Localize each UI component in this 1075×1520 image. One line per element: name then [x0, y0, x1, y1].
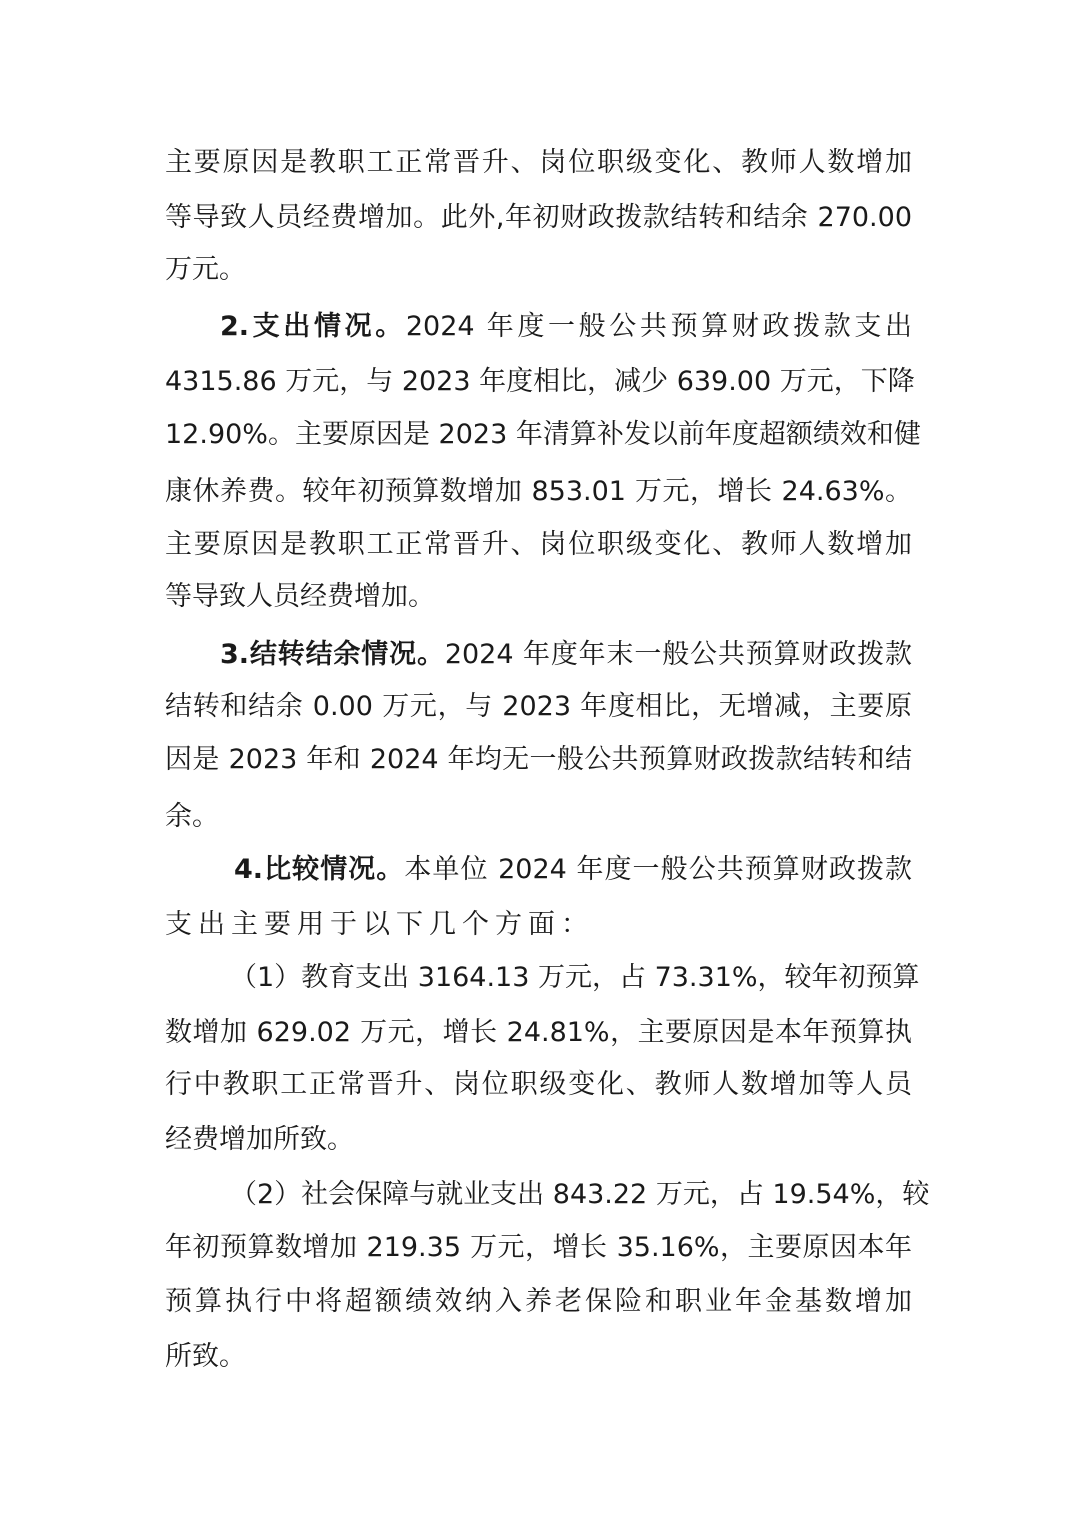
text-line: （1）教育支出 3164.13 万元，占 73.31%，较年初预算	[230, 962, 920, 993]
text-line: 年初预算数增加 219.35 万元，增长 35.16%，主要原因本年	[165, 1232, 912, 1263]
text: 本单位 2024 年度一般公共预算财政拨款	[404, 854, 912, 885]
text: 2024 年度年末一般公共预算财政拨款	[444, 639, 912, 670]
text-line: 12.90%。主要原因是 2023 年清算补发以前年度超额绩效和健	[165, 419, 921, 450]
section-heading-line	[220, 638, 912, 672]
text-line: 等导致人员经费增加。	[165, 581, 435, 612]
section-heading: 2.支出情况。	[220, 311, 406, 342]
text-line: 支出主要用于以下几个方面：	[165, 909, 594, 940]
text-line: 所致。	[165, 1341, 246, 1372]
section-heading-line	[234, 853, 912, 887]
text-line: 万元。	[165, 254, 246, 285]
text-line: 康休养费。较年初预算数增加 853.01 万元，增长 24.63%。	[165, 476, 912, 507]
text-line: 行中教职工正常晋升、岗位职级变化、教师人数增加等人员	[165, 1069, 912, 1100]
text-line: 主要原因是教职工正常晋升、岗位职级变化、教师人数增加	[165, 147, 912, 178]
section-heading-line	[220, 310, 912, 344]
text: 2024 年度一般公共预算财政拨款支出	[405, 311, 912, 342]
text-line: 余。	[165, 801, 219, 832]
text-line: 预算执行中将超额绩效纳入养老保险和职业年金基数增加	[165, 1286, 912, 1317]
text-line: （2）社会保障与就业支出 843.22 万元，占 19.54%，较	[230, 1179, 930, 1210]
text-line: 结转和结余 0.00 万元，与 2023 年度相比，无增减，主要原	[165, 691, 912, 722]
text-line: 经费增加所致。	[165, 1124, 354, 1155]
text-line: 数增加 629.02 万元，增长 24.81%，主要原因是本年预算执	[165, 1017, 912, 1048]
section-heading: 4.比较情况。	[234, 854, 405, 885]
text-line: 等导致人员经费增加。此外,年初财政拨款结转和结余 270.00	[165, 202, 912, 233]
section-heading: 3.结转结余情况。	[220, 639, 445, 670]
text-line: 主要原因是教职工正常晋升、岗位职级变化、教师人数增加	[165, 529, 912, 560]
text-line: 因是 2023 年和 2024 年均无一般公共预算财政拨款结转和结	[165, 744, 912, 775]
text-line: 4315.86 万元，与 2023 年度相比，减少 639.00 万元，下降	[165, 366, 915, 397]
